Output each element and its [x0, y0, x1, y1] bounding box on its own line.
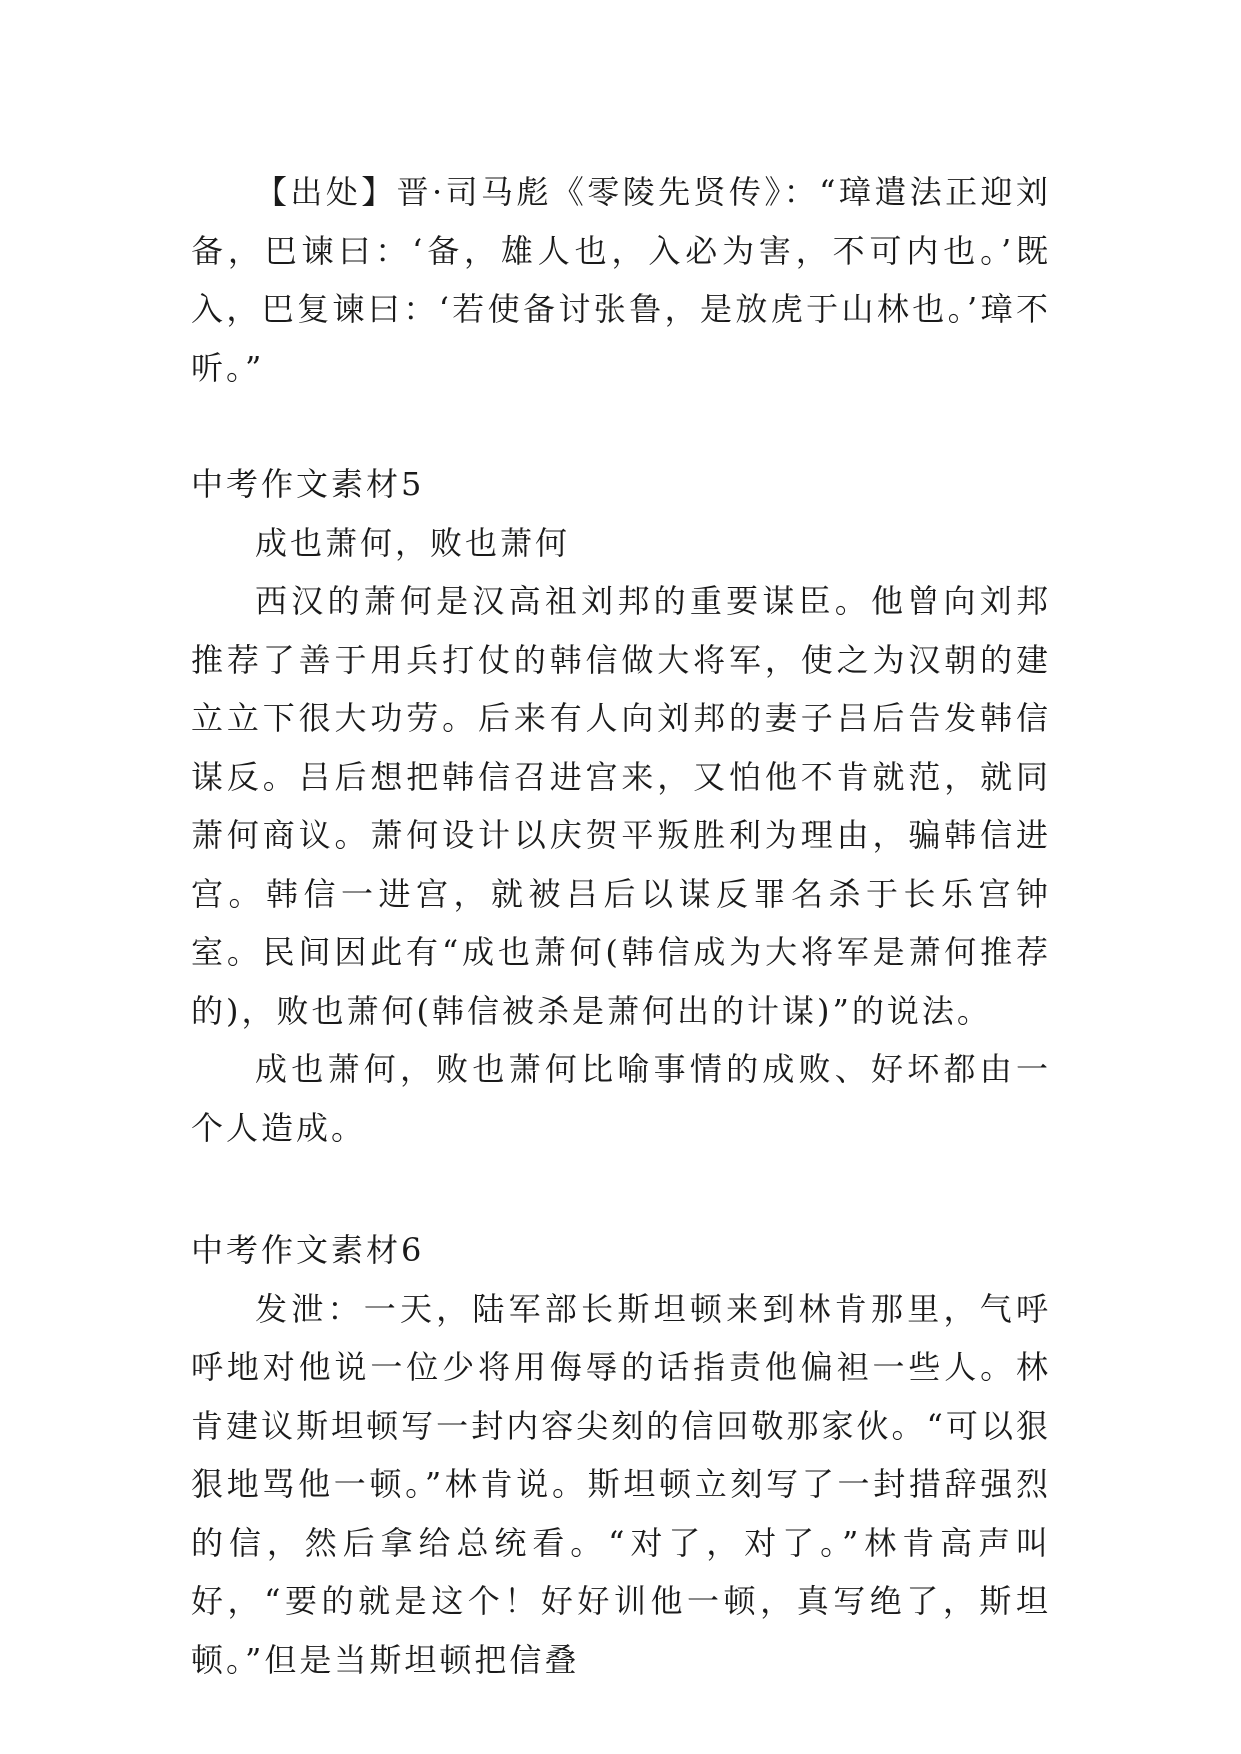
section-heading-5: 中考作文素材5 — [191, 465, 425, 503]
section-heading-6: 中考作文素材6 — [191, 1231, 425, 1269]
section-spacer — [191, 1157, 1051, 1221]
document-body — [191, 163, 1051, 1689]
section-spacer — [191, 397, 1051, 455]
story-paragraph-6: 发泄：一天，陆军部长斯坦顿来到林肯那里，气呼呼地对他说一位少将用侮辱的话指责他偏袒一些人。林肯建议斯坦顿写一封内容尖刻的信回敬那家伙。“可以狠狠地骂他一顿。”林肯说。斯坦顿立刻写了一封措辞强烈的信，然后拿给总统看。“对了，对了。”林肯高声叫好，“要的就是这个！好好训他一顿，真写绝了，斯坦顿。”但是当斯坦顿把信叠 — [191, 1289, 1051, 1679]
source-citation-paragraph: 【出处】晋·司马彪《零陵先贤传》：“璋遣法正迎刘备，巴谏曰：‘备，雄人也，入必为害，不可内也。’既入，巴复谏曰：‘若使备讨张鲁，是放虎于山林也。’璋不听。” — [191, 173, 1051, 387]
story-paragraph-5: 西汉的萧何是汉高祖刘邦的重要谋臣。他曾向刘邦推荐了善于用兵打仗的韩信做大将军，使之为汉朝的建立立下很大功劳。后来有人向刘邦的妻子吕后告发韩信谋反。吕后想把韩信召进宫来，又怕他不肯就范，就同萧何商议。萧何设计以庆贺平叛胜利为理由，骗韩信进宫。韩信一进宫，就被吕后以谋反罪名杀于长乐宫钟室。民间因此有“成也萧何(韩信成为大将军是萧何推荐的)，败也萧何(韩信被杀是萧何出的计谋)”的说法。 — [191, 582, 1051, 1030]
idiom-title: 成也萧何，败也萧何 — [255, 523, 571, 562]
meaning-paragraph-5: 成也萧何，败也萧何比喻事情的成败、好坏都由一个人造成。 — [191, 1050, 1051, 1147]
